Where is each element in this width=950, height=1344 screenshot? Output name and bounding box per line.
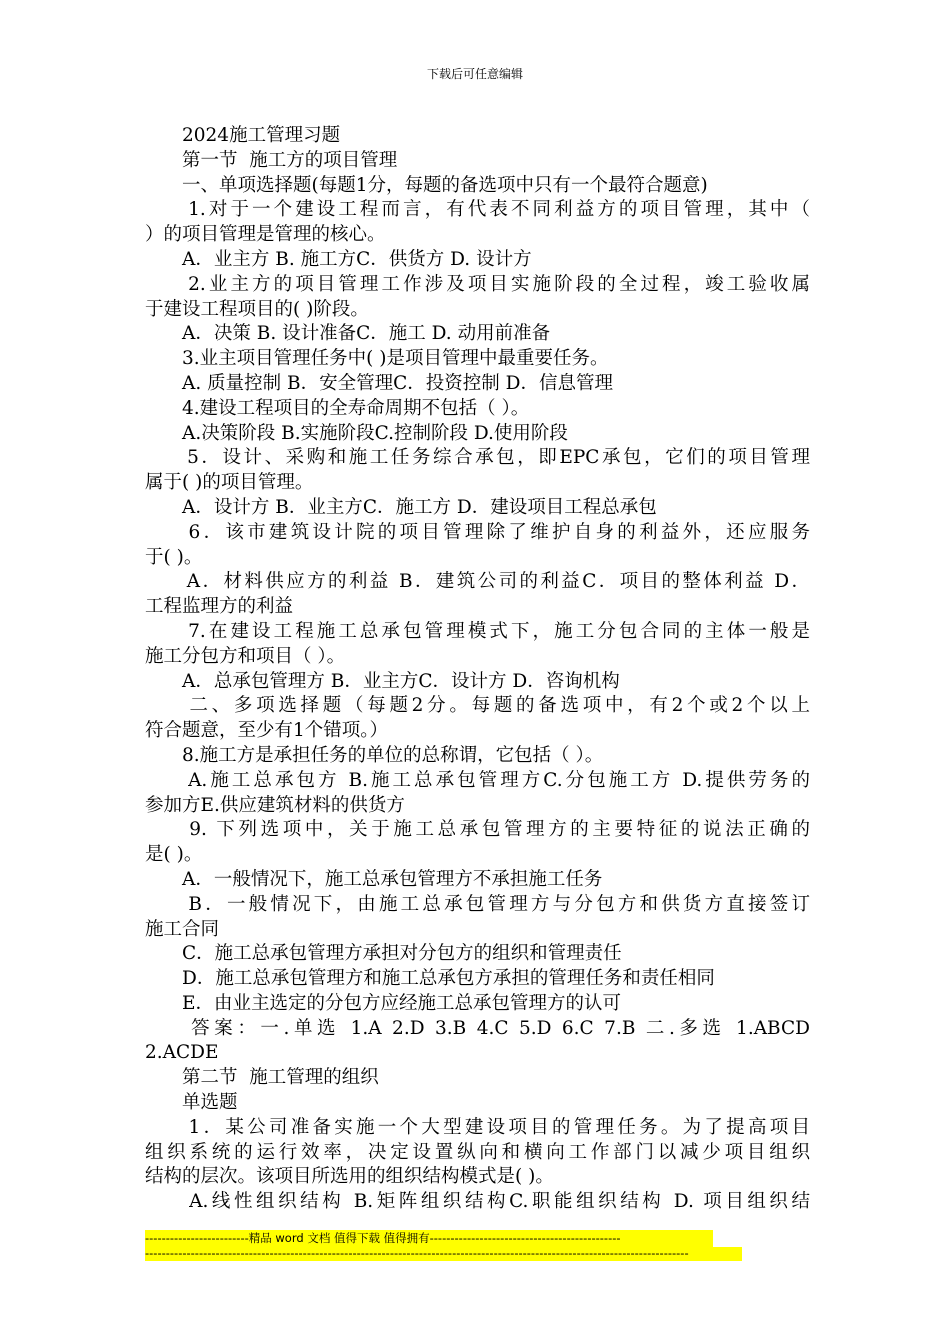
question-7: 7.在建设工程施工总承包管理模式下，施工分包合同的主体一般是	[145, 620, 810, 642]
question-9-option-a: A．一般情况下，施工总承包管理方不承担施工任务	[145, 868, 603, 890]
question-6: 6．该市建筑设计院的项目管理除了维护自身的利益外，还应服务	[145, 521, 810, 543]
page-header-note: 下载后可任意编辑	[426, 67, 523, 81]
question-type-heading: 一、单项选择题(每题1分，每题的备选项中只有一个最符合题意)	[145, 174, 708, 196]
footer-divider: -----------------------------------------------------------------------------------------------------------------------------------	[145, 1247, 742, 1261]
section-heading: 第一节 施工方的项目管理	[145, 149, 398, 171]
answer-key: 答案：一.单选 1.A 2.D 3.B 4.C 5.D 6.C 7.B 二.多选 1.ABCD	[145, 1017, 810, 1039]
question-5: 5．设计、采购和施工任务综合承包，即EPC承包，它们的项目管理	[145, 447, 810, 469]
question-1-options: A．业主方 B. 施工方C．供货方 D. 设计方	[145, 248, 532, 270]
question-2: 2.业主方的项目管理工作涉及项目实施阶段的全过程，竣工验收属	[145, 273, 810, 295]
question-1: 1.对于一个建设工程而言，有代表不同利益方的项目管理，其中（	[145, 199, 810, 221]
question-9-option-e: E．由业主选定的分包方应经施工总承包管理方的认可	[145, 992, 622, 1014]
section-2-question-1-cont-2: 结构的层次。该项目所选用的组织结构模式是( )。	[145, 1166, 554, 1188]
question-1-cont: ）的项目管理是管理的核心。	[145, 224, 386, 246]
document-body	[145, 124, 810, 1215]
section-2-question-1-options: A.线性组织结构 B.矩阵组织结构C.职能组织结构 D. 项目组织结	[145, 1191, 810, 1213]
question-9-option-b: B．一般情况下，由施工总承包管理方与分包方和供货方直接签订	[145, 893, 810, 915]
question-8: 8.施工方是承担任务的单位的总称谓，它包括（ ）。	[145, 744, 604, 766]
question-9-option-b-cont: 施工合同	[145, 918, 220, 940]
multi-choice-heading-cont: 符合题意，至少有1个错项。）	[145, 720, 389, 742]
question-8-options: A.施工总承包方 B.施工总承包管理方C.分包施工方 D.提供劳务的	[145, 769, 810, 791]
question-7-options: A．总承包管理方 B．业主方C．设计方 D．咨询机构	[145, 670, 620, 692]
section-2-heading: 第二节 施工管理的组织	[145, 1067, 379, 1089]
question-3-options: A. 质量控制 B．安全管理C．投资控制 D．信息管理	[145, 372, 613, 394]
question-6-cont: 于( )。	[145, 546, 203, 568]
question-9-option-d: D．施工总承包管理方和施工总承包方承担的管理任务和责任相同	[145, 968, 715, 990]
multi-choice-heading: 二、多项选择题（每题2分。每题的备选项中，有2个或2个以上	[145, 695, 810, 717]
question-9: 9. 下列选项中，关于施工总承包管理方的主要特征的说法正确的	[145, 819, 810, 841]
question-3: 3.业主项目管理任务中( )是项目管理中最重要任务。	[145, 348, 609, 370]
section-2-question-1-cont: 组织系统的运行效率，决定设置纵向和横向工作部门以减少项目组织	[145, 1141, 810, 1163]
question-7-cont: 施工分包方和项目（ ）。	[145, 645, 346, 667]
question-2-options: A．决策 B. 设计准备C．施工 D. 动用前准备	[145, 323, 551, 345]
question-9-option-c: C．施工总承包管理方承担对分包方的组织和管理责任	[145, 943, 622, 965]
question-4-options: A.决策阶段 B.实施阶段C.控制阶段 D.使用阶段	[145, 422, 568, 444]
question-8-options-cont: 参加方E.供应建筑材料的供货方	[145, 794, 405, 816]
question-4: 4.建设工程项目的全寿命周期不包括（ ）。	[145, 397, 530, 419]
question-6-options-cont: 工程监理方的利益	[145, 596, 294, 618]
section-2-question-1: 1．某公司准备实施一个大型建设项目的管理任务。为了提高项目	[145, 1116, 810, 1138]
footer-banner: -------------------------精品 word 文档 值得下载 值得拥有----------------------------------------------	[145, 1230, 713, 1247]
single-choice-heading: 单选题	[145, 1092, 238, 1114]
answer-key-cont: 2.ACDE	[145, 1042, 219, 1064]
question-6-options: A．材料供应方的利益 B．建筑公司的利益C．项目的整体利益 D．	[145, 571, 810, 593]
question-5-cont: 属于( )的项目管理。	[145, 472, 314, 494]
question-2-cont: 于建设工程项目的( )阶段。	[145, 298, 369, 320]
question-9-cont: 是( )。	[145, 844, 203, 866]
doc-title: 2024施工管理习题	[145, 125, 341, 146]
question-5-options: A．设计方 B．业主方C．施工方 D．建设项目工程总承包	[145, 496, 657, 518]
